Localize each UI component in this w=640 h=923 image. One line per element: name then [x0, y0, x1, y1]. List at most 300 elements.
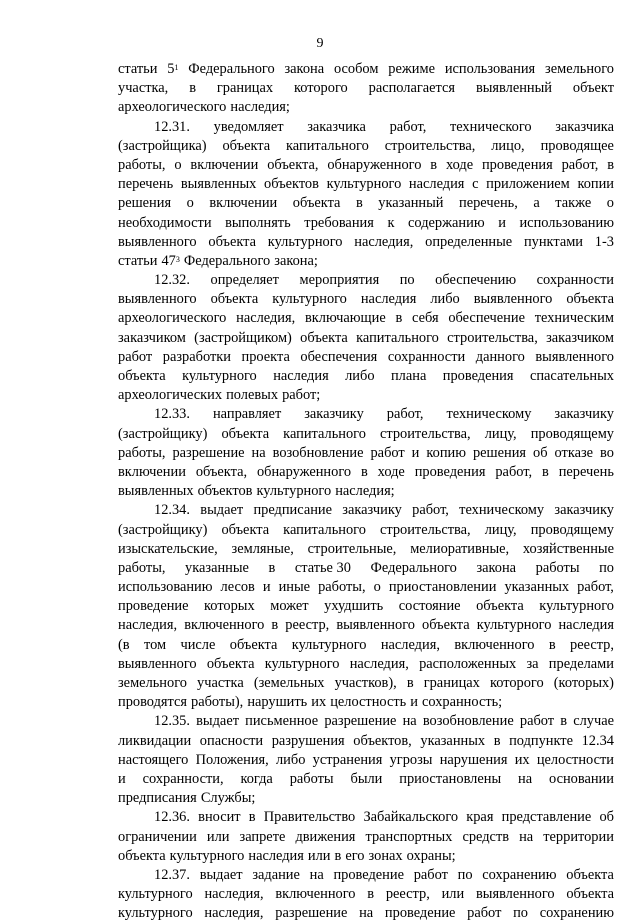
text-word: режиме	[388, 61, 435, 77]
text-word: на	[309, 866, 324, 883]
text-line	[118, 367, 614, 386]
text-word: сохранности,	[142, 770, 224, 787]
text-line	[118, 808, 614, 827]
text-word: угрозы	[389, 751, 433, 768]
text-line	[118, 521, 614, 540]
text-word: требования	[304, 214, 374, 231]
text-line	[118, 214, 614, 233]
text-word: объекта	[118, 847, 166, 864]
text-word: объектов	[197, 483, 253, 500]
text-word: транспортных	[365, 828, 453, 845]
text-line	[118, 156, 614, 175]
text-word: закона	[476, 559, 517, 576]
text-word: проведения	[414, 463, 486, 480]
text-word: возобновление	[422, 713, 514, 730]
text-word: реестр,	[285, 617, 330, 634]
text-word: основании	[549, 770, 614, 787]
text-word: сохранению	[482, 866, 557, 883]
text-word: ухудшить	[324, 598, 384, 615]
text-word: капитального	[356, 329, 439, 346]
text-word: 12.32.	[154, 272, 190, 289]
text-word: заказчику	[304, 406, 364, 423]
text-word: культурного	[256, 483, 332, 500]
text-word: культурного	[264, 655, 340, 672]
text-word: направляет	[212, 406, 282, 423]
text-word: ликвидации	[118, 732, 192, 749]
text-word: строительства,	[379, 521, 471, 538]
text-word: техническим	[534, 310, 614, 327]
text-word: капитального	[283, 521, 366, 538]
text-word: или	[441, 886, 465, 903]
text-word: выдает	[196, 713, 239, 730]
text-word: плана	[390, 368, 427, 384]
text-word: объекта	[566, 866, 614, 883]
text-word: особом	[333, 61, 379, 77]
text-word: их	[311, 694, 327, 711]
text-word: приостановлены	[399, 770, 502, 787]
text-word: в	[268, 559, 276, 576]
text-word: обнаруженного	[256, 463, 352, 480]
text-word: выполнять	[225, 214, 291, 231]
text-line	[118, 904, 614, 923]
text-word: 12.37.	[154, 866, 190, 883]
text-line	[118, 501, 614, 520]
text-word: капитального	[286, 137, 369, 154]
text-word: объекта	[566, 886, 614, 903]
text-line	[118, 233, 614, 252]
text-word: проведение	[333, 866, 404, 883]
text-word: на	[359, 905, 374, 922]
text-word: объекта	[208, 233, 257, 250]
text-word: или	[307, 847, 331, 864]
text-word: перечень,	[459, 195, 518, 212]
text-word: 12.35.	[154, 713, 190, 730]
text-word: копии	[577, 176, 614, 193]
text-word: о	[174, 156, 182, 173]
text-word: в	[430, 156, 438, 173]
text-word: наследия;	[335, 483, 395, 500]
text-word: в	[334, 847, 342, 864]
text-word: наследия	[248, 847, 304, 864]
text-word: объекта	[221, 425, 270, 442]
text-word: выявленного	[473, 291, 553, 308]
text-word: предписание	[253, 502, 332, 519]
text-word: границах	[216, 80, 274, 97]
text-word: решения	[472, 444, 527, 461]
text-word: сохранению	[539, 905, 614, 922]
text-word: работы	[289, 770, 334, 787]
text-word: 12.31.	[154, 118, 190, 135]
text-word: строительства,	[379, 425, 471, 442]
text-word: сохранности	[536, 272, 614, 289]
text-word: выявленных	[118, 483, 194, 500]
text-word: и	[262, 579, 271, 596]
text-word: (застройщиком)	[194, 329, 292, 346]
text-word: предписания	[118, 790, 197, 807]
text-word: работ,	[389, 118, 427, 135]
text-word: приостановлении	[388, 579, 497, 596]
text-word: ограничении	[118, 828, 197, 845]
text-word: лицу,	[484, 425, 517, 442]
text-word: закона;	[274, 252, 318, 269]
text-word: проводящему	[530, 425, 614, 442]
text-word: объекта	[229, 636, 278, 653]
text-word: работы	[535, 559, 580, 576]
text-word: либо	[275, 751, 306, 768]
text-line	[118, 693, 614, 712]
text-word: в	[560, 713, 568, 730]
text-word: охраны;	[406, 847, 456, 864]
text-line	[118, 540, 614, 559]
text-word: заказчиком	[118, 329, 186, 346]
text-line	[118, 732, 614, 751]
text-word: проведения	[442, 368, 514, 384]
text-word: которого	[489, 675, 544, 691]
text-word: подпункте	[509, 732, 573, 749]
text-word: включенного	[454, 636, 535, 653]
text-word: выявленного	[118, 233, 197, 250]
text-word: работ,	[386, 406, 424, 423]
text-line	[118, 885, 614, 904]
text-word: строительные,	[307, 540, 397, 557]
text-line	[118, 348, 614, 367]
text-word: их	[514, 751, 530, 768]
text-word: реестр,	[570, 636, 614, 653]
text-word: настоящего	[118, 751, 189, 768]
text-word: капитального	[283, 425, 366, 442]
text-word: по	[599, 559, 614, 576]
text-line	[118, 616, 614, 635]
text-word: содержанию	[408, 214, 485, 231]
text-word: которого	[294, 80, 348, 97]
text-word: обеспечению	[435, 272, 517, 289]
text-word: Правительство	[263, 809, 356, 826]
text-word: работ	[370, 444, 405, 461]
text-word: случае	[573, 713, 614, 730]
text-word: сохранности	[387, 348, 466, 365]
text-word: решения	[118, 195, 172, 212]
text-word: включенного	[184, 617, 265, 634]
text-word: необходимости	[118, 214, 212, 231]
text-word: может	[270, 598, 309, 615]
text-word: Федерального	[370, 559, 457, 576]
text-word: сохранность;	[421, 694, 503, 711]
text-word: работ	[519, 713, 555, 730]
text-word: перечень	[118, 176, 174, 193]
text-word: наследия	[360, 291, 417, 308]
text-word: выдает	[200, 502, 244, 519]
text-word: либо	[345, 368, 375, 384]
text-word: культурного	[169, 847, 245, 864]
text-word: объекта	[566, 291, 614, 308]
text-word: проводящему	[530, 521, 614, 538]
text-word: 1-3	[594, 233, 614, 250]
text-word: наследия,	[354, 233, 414, 250]
text-word: культурного	[182, 368, 257, 384]
text-word: том	[143, 636, 167, 653]
text-word: закона	[284, 61, 325, 77]
text-word: лицу,	[484, 521, 517, 538]
text-word: указанный	[378, 195, 444, 212]
text-word: Федерального	[183, 252, 271, 269]
text-word: объекта	[422, 617, 470, 634]
text-line	[118, 118, 614, 137]
text-line	[118, 597, 614, 616]
text-word: работы,	[318, 579, 366, 596]
text-word: выявленного	[118, 655, 197, 672]
text-word: были	[350, 770, 383, 787]
text-word: а	[533, 195, 540, 212]
text-word: по	[399, 272, 415, 289]
text-word: (земельных	[253, 675, 325, 691]
text-line	[118, 329, 614, 348]
text-line	[118, 636, 614, 655]
text-word: разрешение	[275, 905, 348, 922]
text-word: о	[186, 195, 194, 212]
text-word: объект	[572, 80, 614, 97]
text-word: культурного	[539, 598, 614, 615]
text-word: наследия,	[236, 310, 296, 327]
text-word: об	[533, 444, 548, 461]
text-word: работ,	[495, 463, 533, 480]
text-word: наследия;	[230, 99, 290, 116]
text-line	[118, 79, 614, 98]
text-word: себя	[412, 310, 439, 327]
text-word: $5^1$	[167, 61, 179, 77]
text-word: статьи	[118, 252, 158, 269]
text-word: 12.34.	[154, 502, 190, 519]
text-word: на	[402, 713, 417, 730]
text-word: статье 30	[294, 559, 351, 576]
text-word: целостность	[330, 694, 407, 711]
text-word: выявленный	[475, 80, 552, 97]
text-word: наследия,	[349, 655, 409, 672]
text-word: средств	[462, 828, 510, 845]
text-word: во	[600, 444, 614, 461]
text-line	[118, 828, 614, 847]
text-word: 12.33.	[154, 406, 190, 423]
text-word: устранения	[312, 751, 383, 768]
text-word: состояние	[398, 598, 461, 615]
text-word: обеспечения	[300, 348, 378, 365]
text-word: культурного	[118, 905, 193, 922]
text-line	[118, 405, 614, 424]
text-word: включении	[118, 463, 186, 480]
text-line	[118, 482, 614, 501]
text-word: или	[206, 828, 230, 845]
text-word: в	[189, 80, 196, 97]
text-word: указанные	[185, 559, 249, 576]
text-word: объектов,	[353, 732, 412, 749]
text-word: работы,	[118, 559, 166, 576]
text-word: реестр,	[385, 886, 430, 903]
text-word: археологических	[118, 387, 223, 404]
text-word: работ	[413, 866, 448, 883]
text-word: техническому	[459, 502, 545, 519]
text-word: разработки	[162, 348, 231, 365]
text-word: нарушить	[247, 694, 308, 711]
text-line	[118, 655, 614, 674]
text-line	[118, 98, 614, 117]
text-word: (застройщика)	[118, 137, 207, 154]
text-word: объектов	[264, 176, 319, 193]
text-word: с	[472, 176, 479, 193]
text-word: объекта	[118, 368, 166, 384]
text-word: числе	[180, 636, 216, 653]
text-word: данного	[475, 348, 525, 365]
text-word: техническому	[446, 406, 532, 423]
text-word: спасательных	[529, 368, 614, 384]
text-word: о	[373, 579, 381, 596]
text-line	[118, 137, 614, 156]
text-word: работ	[467, 905, 502, 922]
text-word: работ,	[577, 579, 614, 596]
text-line	[118, 712, 614, 731]
text-word: использования	[444, 61, 536, 77]
text-word: приложением	[486, 176, 570, 193]
text-word: также	[555, 195, 592, 212]
text-word: включении	[190, 156, 259, 173]
text-word: либо	[430, 291, 460, 308]
text-word: проведение	[118, 598, 189, 615]
text-word: к	[387, 214, 395, 231]
text-line	[118, 770, 614, 789]
text-word: и	[118, 770, 126, 787]
text-word: нарушения	[439, 751, 508, 768]
text-word: в	[271, 617, 279, 634]
document-body	[118, 60, 614, 923]
text-word: когда	[240, 770, 273, 787]
text-word: обнаруженного	[327, 156, 422, 173]
text-word: на	[519, 828, 534, 845]
text-word: включении	[209, 195, 278, 212]
text-word: включенного	[275, 886, 356, 903]
text-line	[118, 578, 614, 597]
text-word: культурного	[291, 636, 367, 653]
text-word: за	[526, 655, 539, 672]
text-word: представление	[501, 809, 592, 826]
text-word: выявленного	[475, 886, 555, 903]
text-word: объекта,	[267, 156, 319, 173]
text-word: иные	[278, 579, 311, 596]
text-line	[118, 674, 614, 693]
text-word: Положения,	[195, 751, 269, 768]
text-word: возобновление	[272, 444, 364, 461]
text-word: разрешение	[324, 713, 397, 730]
text-line	[118, 252, 614, 271]
text-word: работы,	[118, 444, 166, 461]
text-word: культурного	[272, 291, 347, 308]
text-word: указанных	[420, 732, 486, 749]
text-word: наследия,	[118, 617, 178, 634]
text-word: земельного	[545, 61, 614, 77]
text-line	[118, 463, 614, 482]
text-word: заказчиком	[546, 329, 614, 346]
text-line	[118, 444, 614, 463]
text-word: и	[411, 444, 420, 461]
text-word: запрете	[239, 828, 286, 845]
text-word: в	[607, 156, 614, 173]
text-word: Забайкальского	[363, 809, 459, 826]
text-word: пунктами	[523, 233, 584, 250]
text-word: археологического	[118, 310, 227, 327]
text-line	[118, 866, 614, 885]
text-word: выявленного	[118, 291, 197, 308]
text-word: в	[248, 809, 256, 826]
text-line	[118, 309, 614, 328]
text-word: $47^3$	[161, 252, 180, 269]
text-word: участка,	[118, 80, 169, 97]
text-word: вносит	[198, 809, 241, 826]
text-word: территории	[543, 828, 614, 845]
text-word: в	[548, 636, 556, 653]
text-word: располагается	[368, 80, 456, 97]
text-word: наследия	[273, 368, 329, 384]
text-word: проекта	[241, 348, 290, 365]
text-word: работы),	[191, 694, 244, 711]
text-word: ходе	[445, 156, 474, 173]
text-word: пределами	[548, 655, 614, 672]
text-line	[118, 425, 614, 444]
text-word: Федерального	[188, 61, 275, 77]
text-word: объекта	[300, 329, 348, 346]
text-word: лицо,	[491, 137, 525, 154]
text-word: объекта,	[195, 463, 248, 480]
text-word: технического	[449, 118, 532, 135]
text-word: опасности	[199, 732, 264, 749]
text-line	[118, 789, 614, 808]
text-word: объекта	[222, 137, 271, 154]
text-word: включающие	[305, 310, 386, 327]
text-word: и	[498, 214, 506, 231]
text-word: наследия	[558, 617, 614, 634]
text-word: объекта	[210, 291, 259, 308]
text-word: разрушения	[271, 732, 345, 749]
text-word: отказе	[554, 444, 594, 461]
text-word: выдает	[199, 866, 243, 883]
text-word: работ,	[561, 156, 599, 173]
text-word: в	[406, 675, 414, 691]
text-line	[118, 60, 614, 79]
text-word: перечень	[558, 463, 614, 480]
text-word: целостности	[536, 751, 614, 768]
text-word: указанных	[504, 579, 570, 596]
text-word: участков),	[334, 675, 397, 691]
text-word: работы,	[118, 156, 166, 173]
text-line	[118, 290, 614, 309]
text-word: (которых)	[553, 675, 614, 691]
text-word: выявленного	[336, 617, 415, 634]
text-word: разрешение	[172, 444, 245, 461]
text-word: копию	[426, 444, 466, 461]
text-word: уведомляет	[213, 118, 284, 135]
text-word: Службы;	[200, 790, 256, 807]
text-word: работ;	[282, 387, 321, 404]
text-word: на	[518, 770, 533, 787]
text-word: наследия	[408, 176, 465, 193]
text-line	[118, 559, 614, 578]
text-word: лесов	[220, 579, 255, 596]
text-word: изыскательские,	[118, 540, 218, 557]
text-word: на	[251, 444, 266, 461]
text-word: объекта	[292, 195, 341, 212]
text-word: наследия,	[204, 886, 264, 903]
text-word: границах	[423, 675, 480, 691]
text-word: использованию	[118, 579, 213, 596]
text-word: в	[541, 463, 549, 480]
text-word: расположенных	[419, 655, 517, 672]
text-word: объекта	[476, 598, 524, 615]
